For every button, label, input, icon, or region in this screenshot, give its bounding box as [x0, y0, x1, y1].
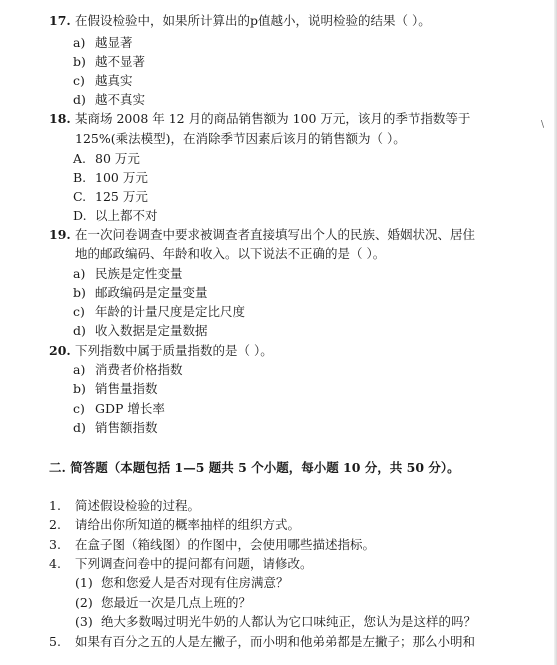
question-text: 下列指数中属于质量指数的是（ ）。: [75, 343, 273, 358]
option-label: a): [73, 362, 86, 377]
option: [73, 303, 245, 320]
question-20: [49, 342, 273, 359]
sub-item-text: 绝大多数喝过明光牛奶的人都认为它口味纯正，您认为是这样的吗？: [101, 614, 477, 629]
option: [73, 400, 165, 417]
sub-item: [75, 613, 476, 630]
option: [73, 419, 158, 436]
option: [73, 284, 208, 301]
option-text: 100 万元: [95, 170, 148, 185]
option-text: 销售额指数: [95, 420, 158, 435]
option: [73, 34, 133, 51]
option-text: 民族是定性变量: [95, 266, 183, 281]
option: [73, 265, 183, 282]
item-number: 2.: [49, 517, 61, 532]
option-label: b): [73, 54, 86, 69]
question-number: 20.: [49, 343, 71, 358]
section-heading: 二. 简答题（本题包括 1—5 题共 5 个小题，每小题 10 分，共 50 分）。: [49, 460, 460, 475]
item-text: 在盒子图（箱线图）的作图中，会使用哪些描述指标。: [75, 537, 376, 552]
question-number: 17.: [49, 13, 71, 28]
sub-item-label: (3): [75, 614, 93, 629]
item-text: 简述假设检验的过程。: [75, 498, 201, 513]
option: [73, 150, 140, 167]
option-text: 越真实: [95, 73, 133, 88]
sub-item: [75, 574, 289, 591]
question-text: 在假设检验中，如果所计算出的p值越小，说明检验的结果（ ）。: [75, 13, 431, 28]
option-text: 收入数据是定量数据: [95, 323, 208, 338]
short-answer-2: [49, 516, 300, 533]
option: [73, 53, 145, 70]
option-label: a): [73, 35, 86, 50]
question-text-continued: 125%(乘法模型)，在消除季节因素后该月的销售额为（ ）。: [75, 131, 406, 146]
option: [73, 322, 208, 339]
item-number: 5.: [49, 634, 61, 649]
margin-mark: \: [541, 120, 545, 130]
option-text: 以上都不对: [95, 208, 158, 223]
question-17: [49, 12, 431, 29]
short-answer-3: [49, 536, 375, 553]
short-answer-5: [49, 633, 475, 650]
option-label: A.: [73, 151, 87, 166]
option: [73, 361, 183, 378]
option-text: 越不真实: [95, 92, 146, 107]
option: [73, 188, 148, 205]
sub-item-label: (2): [75, 595, 93, 610]
option: [73, 169, 148, 186]
sub-item-label: (1): [75, 575, 93, 590]
option-label: b): [73, 381, 86, 396]
option-label: a): [73, 266, 86, 281]
question-text: 在一次问卷调查中要求被调查者直接填写出个人的民族、婚姻状况、居住: [75, 227, 476, 242]
option-label: c): [73, 401, 85, 416]
sub-item-text: 您和您爱人是否对现有住房满意？: [101, 575, 289, 590]
option-label: D.: [73, 208, 87, 223]
question-text-continued: 地的邮政编码、年龄和收入。以下说法不正确的是（ ）。: [75, 246, 386, 261]
item-text: 下列调查问卷中的提问都有问题，请修改。: [75, 556, 313, 571]
short-answer-4: [49, 555, 313, 572]
option-label: B.: [73, 170, 87, 185]
option-label: c): [73, 304, 85, 319]
option-text: GDP 增长率: [95, 401, 165, 416]
sub-item: [75, 594, 251, 611]
option: [73, 72, 133, 89]
option-label: d): [73, 420, 86, 435]
option-label: d): [73, 323, 86, 338]
option-text: 年龄的计量尺度是定比尺度: [95, 304, 246, 319]
option-text: 80 万元: [95, 151, 140, 166]
option-text: 邮政编码是定量变量: [95, 285, 208, 300]
option-text: 销售量指数: [95, 381, 158, 396]
option: [73, 207, 158, 224]
option-text: 消费者价格指数: [95, 362, 183, 377]
question-number: 19.: [49, 227, 71, 242]
item-text: 请给出你所知道的概率抽样的组织方式。: [75, 517, 301, 532]
question-18: [49, 110, 470, 127]
item-number: 4.: [49, 556, 61, 571]
question-text: 某商场 2008 年 12 月的商品销售额为 100 万元，该月的季节指数等于: [75, 111, 471, 126]
question-19: [49, 226, 475, 243]
option-text: 越显著: [95, 35, 133, 50]
option-label: c): [73, 73, 85, 88]
item-text: 如果有百分之五的人是左撇子，而小明和他弟弟都是左撇子；那么小明和: [75, 634, 476, 649]
question-number: 18.: [49, 111, 71, 126]
item-number: 3.: [49, 537, 61, 552]
sub-item-text: 您最近一次是几点上班的？: [101, 595, 252, 610]
option: [73, 91, 145, 108]
option-text: 125 万元: [95, 189, 148, 204]
short-answer-1: [49, 497, 200, 514]
option: [73, 380, 158, 397]
item-number: 1.: [49, 498, 61, 513]
option-text: 越不显著: [95, 54, 146, 69]
option-label: d): [73, 92, 86, 107]
option-label: b): [73, 285, 86, 300]
option-label: C.: [73, 189, 87, 204]
